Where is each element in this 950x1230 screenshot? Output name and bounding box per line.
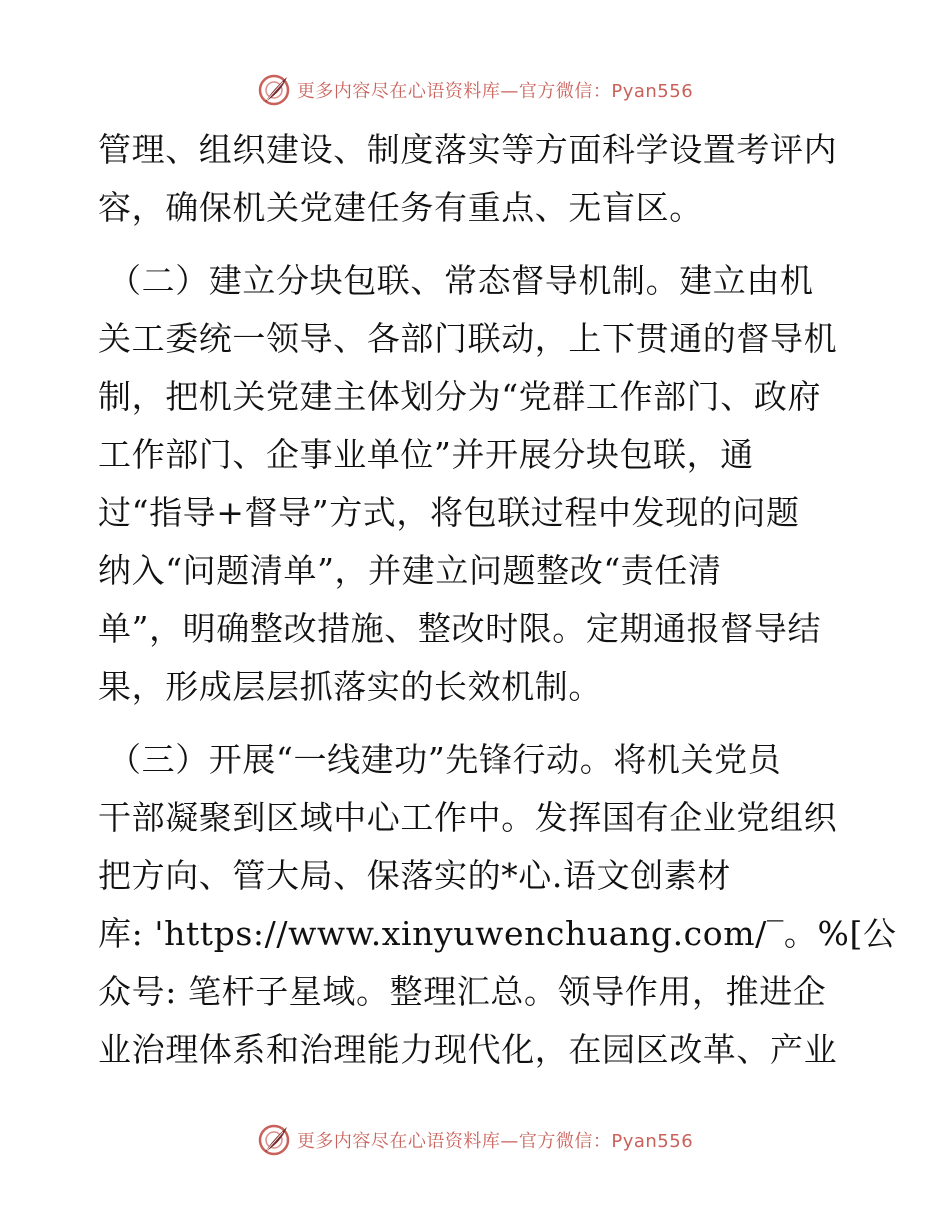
text-line: 容，确保机关党建任务有重点、无盲区。 <box>98 188 703 227</box>
text-line: 工作部门、企事业单位”并开展分块包联，通 <box>98 435 754 474</box>
text-line: 单”，明确整改措施、整改时限。定期通报督导结 <box>98 609 822 648</box>
text-line: 库: 'https://www.xinyuwenchuang.com/‾。%[公 <box>98 914 897 953</box>
feather-logo-icon <box>257 73 291 107</box>
text-line: （二）建立分块包联、常态督导机制。建立由机 <box>108 261 814 300</box>
footer-watermark <box>0 1120 950 1160</box>
text-line: 过“指导+督导”方式，将包联过程中发现的问题 <box>98 493 800 532</box>
text-line: 干部凝聚到区域中心工作中。发挥国有企业党组织 <box>98 798 838 837</box>
text-line: （三）开展“一线建功”先锋行动。将机关党员 <box>108 740 782 779</box>
feather-logo-icon <box>257 1123 291 1157</box>
text-line: 果，形成层层抓落实的长效机制。 <box>98 667 602 706</box>
header-watermark <box>0 70 950 110</box>
text-line: 把方向、管大局、保落实的*心.语文创素材 <box>98 856 731 895</box>
text-line: 管理、组织建设、制度落实等方面科学设置考评内 <box>98 130 838 169</box>
text-line: 众号: 笔杆子星域。整理汇总。领导作用，推进企 <box>98 972 827 1011</box>
text-line: 纳入“问题清单”，并建立问题整改“责任清 <box>98 551 722 590</box>
text-line: 关工委统一领导、各部门联动，上下贯通的督导机 <box>98 319 838 358</box>
text-line: 制，把机关党建主体划分为“党群工作部门、政府 <box>98 377 822 416</box>
text-line: 业治理体系和治理能力现代化，在园区改革、产业 <box>98 1030 838 1069</box>
watermark-text: 更多内容尽在心语资料库—官方微信：Pyan556 <box>296 81 694 102</box>
watermark-text: 更多内容尽在心语资料库—官方微信：Pyan556 <box>296 1131 694 1152</box>
